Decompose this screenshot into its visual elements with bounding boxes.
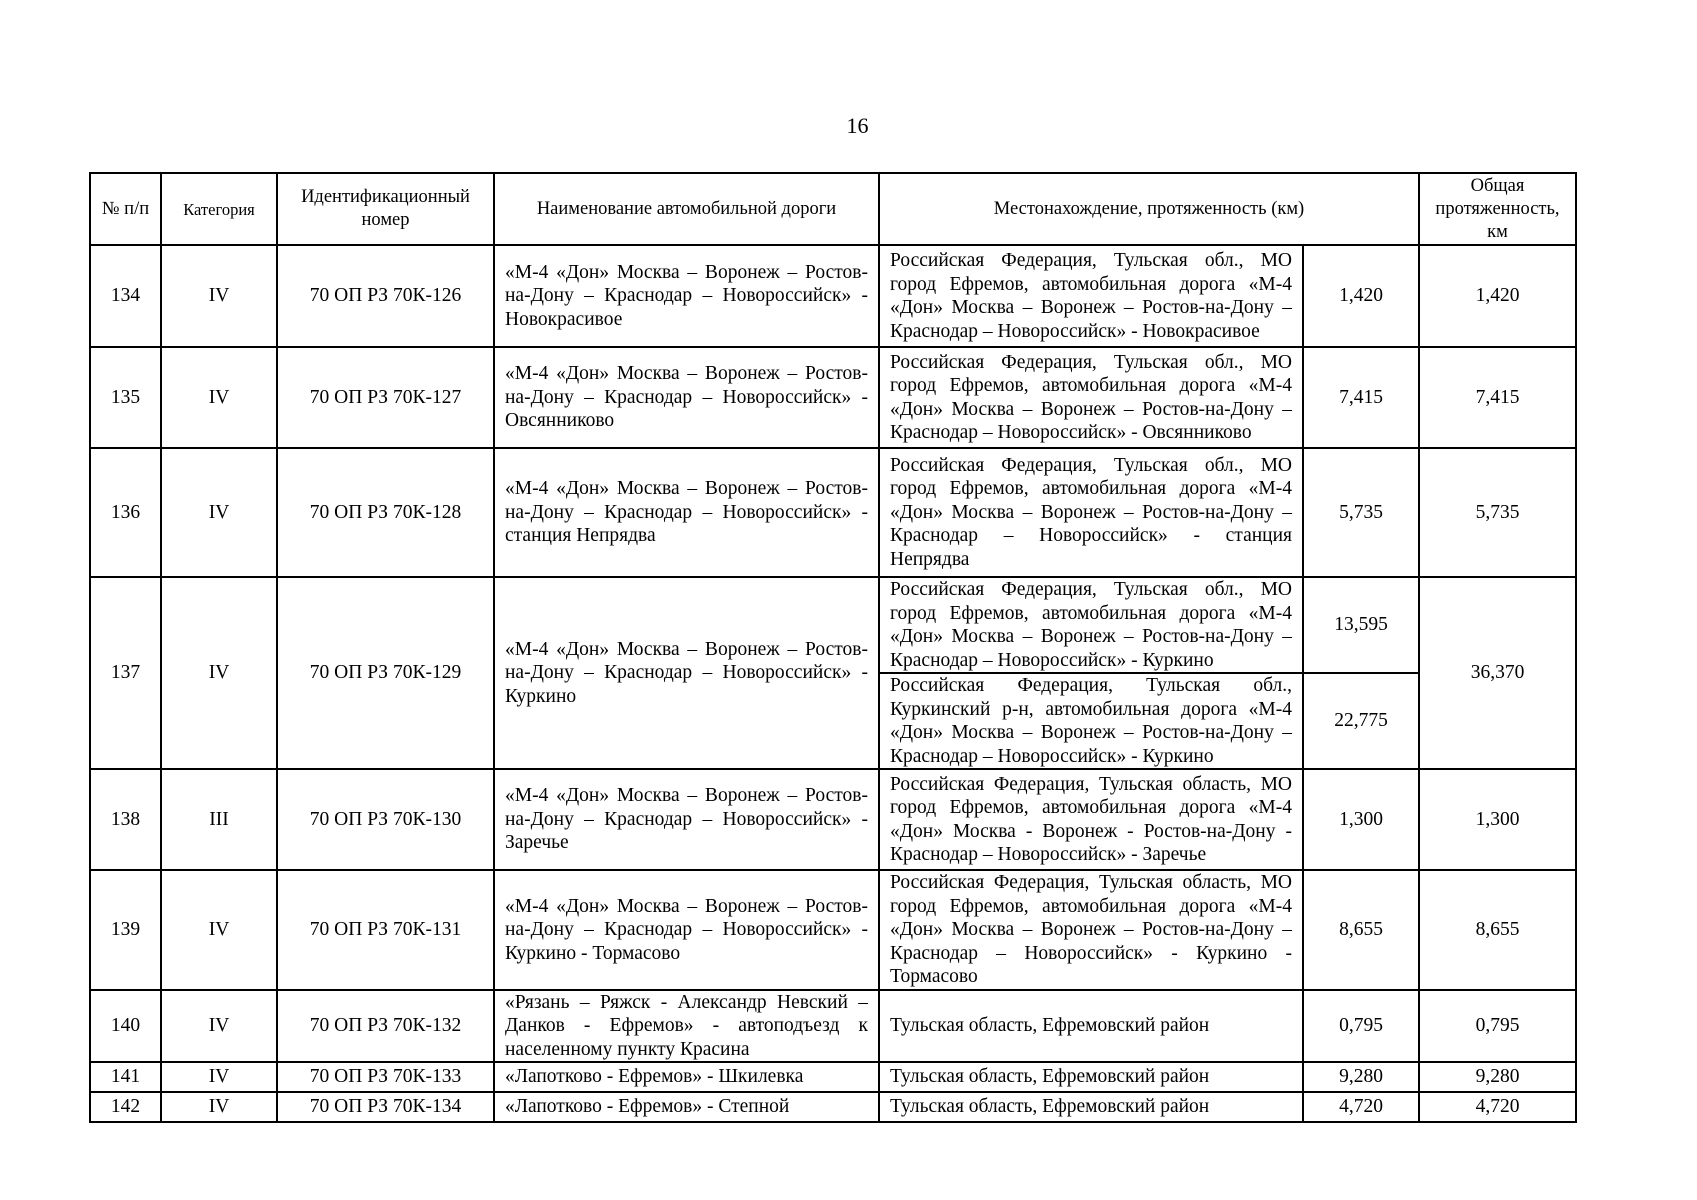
row-location: Российская Федерация, Тульская обл., МО город Ефремов, автомобильная дорога «М-4 «Дон» Москва – Воронеж – Ростов-на-Дону – Краснодар – Новороссийск» - Куркино: [879, 577, 1303, 673]
table-row: [90, 347, 1576, 448]
row-total: 36,370: [1419, 577, 1576, 769]
row-total: 7,415: [1419, 347, 1576, 448]
row-category: IV: [161, 1062, 277, 1092]
row-location: Тульская область, Ефремовский район: [879, 1062, 1303, 1092]
row-length: 0,795: [1303, 990, 1419, 1063]
table-row: [90, 448, 1576, 577]
row-number: 135: [90, 347, 161, 448]
row-total: 8,655: [1419, 870, 1576, 990]
row-location: Российская Федерация, Тульская обл., МО город Ефремов, автомобильная дорога «М-4 «Дон» Москва – Воронеж – Ростов-на-Дону – Краснодар – Новороссийск» - Овсянниково: [879, 347, 1303, 448]
row-number: 141: [90, 1062, 161, 1092]
row-length: 1,420: [1303, 245, 1419, 347]
row-location: Российская Федерация, Тульская обл., МО город Ефремов, автомобильная дорога «М-4 «Дон» Москва – Воронеж – Ростов-на-Дону – Краснодар – Новороссийск» - станция Непрядва: [879, 448, 1303, 577]
row-length: 13,595: [1303, 577, 1419, 673]
row-total: 5,735: [1419, 448, 1576, 577]
row-number: 134: [90, 245, 161, 347]
header-name: Наименование автомобильной дороги: [494, 173, 879, 245]
table-row: [90, 577, 1576, 673]
row-location: Тульская область, Ефремовский район: [879, 1092, 1303, 1122]
row-road-name: «Лапотково - Ефремов» - Шкилевка: [494, 1062, 879, 1092]
row-id: 70 ОП РЗ 70К-133: [277, 1062, 494, 1092]
row-road-name: «М-4 «Дон» Москва – Воронеж – Ростов-на-Дону – Краснодар – Новороссийск» - Заречье: [494, 769, 879, 870]
row-category: IV: [161, 990, 277, 1063]
row-location: Российская Федерация, Тульская обл., МО город Ефремов, автомобильная дорога «М-4 «Дон» Москва – Воронеж – Ростов-на-Дону – Краснодар – Новороссийск» - Новокрасивое: [879, 245, 1303, 347]
header-location: Местонахождение, протяженность (км): [879, 173, 1419, 245]
row-road-name: «Рязань – Ряжск - Александр Невский – Данков - Ефремов» - автоподъезд к населенному пункту Красина: [494, 990, 879, 1063]
row-total: 0,795: [1419, 990, 1576, 1063]
row-location: Тульская область, Ефремовский район: [879, 990, 1303, 1063]
row-number: 139: [90, 870, 161, 990]
row-id: 70 ОП РЗ 70К-127: [277, 347, 494, 448]
row-category: IV: [161, 1092, 277, 1122]
row-id: 70 ОП РЗ 70К-126: [277, 245, 494, 347]
row-category: IV: [161, 577, 277, 769]
row-category: IV: [161, 245, 277, 347]
table-row: [90, 769, 1576, 870]
header-row: [90, 173, 1576, 245]
row-category: IV: [161, 448, 277, 577]
table-row: [90, 1092, 1576, 1122]
row-category: IV: [161, 347, 277, 448]
row-road-name: «Лапотково - Ефремов» - Степной: [494, 1092, 879, 1122]
row-number: 137: [90, 577, 161, 769]
header-total: Общая протяженность, км: [1419, 173, 1576, 245]
row-total: 1,420: [1419, 245, 1576, 347]
row-road-name: «М-4 «Дон» Москва – Воронеж – Ростов-на-Дону – Краснодар – Новороссийск» - Куркино: [494, 577, 879, 769]
row-id: 70 ОП РЗ 70К-134: [277, 1092, 494, 1122]
table-row: [90, 870, 1576, 990]
row-length: 9,280: [1303, 1062, 1419, 1092]
row-id: 70 ОП РЗ 70К-128: [277, 448, 494, 577]
row-id: 70 ОП РЗ 70К-130: [277, 769, 494, 870]
row-total: 4,720: [1419, 1092, 1576, 1122]
row-road-name: «М-4 «Дон» Москва – Воронеж – Ростов-на-Дону – Краснодар – Новороссийск» - Овсянниково: [494, 347, 879, 448]
row-length: 7,415: [1303, 347, 1419, 448]
row-number: 142: [90, 1092, 161, 1122]
roads-table: [89, 172, 1577, 1123]
row-total: 1,300: [1419, 769, 1576, 870]
row-location: Российская Федерация, Тульская область, МО город Ефремов, автомобильная дорога «М-4 «Дон» Москва - Воронеж - Ростов-на-Дону - Краснодар – Новороссийск» - Заречье: [879, 769, 1303, 870]
header-num: № п/п: [90, 173, 161, 245]
row-id: 70 ОП РЗ 70К-131: [277, 870, 494, 990]
row-road-name: «М-4 «Дон» Москва – Воронеж – Ростов-на-Дону – Краснодар – Новороссийск» - Куркино - Тормасово: [494, 870, 879, 990]
row-category: III: [161, 769, 277, 870]
row-location: Российская Федерация, Тульская обл., Куркинский р-н, автомобильная дорога «М-4 «Дон» Москва – Воронеж – Ростов-на-Дону – Краснодар – Новороссийск» - Куркино: [879, 673, 1303, 769]
row-id: 70 ОП РЗ 70К-129: [277, 577, 494, 769]
header-id: Идентификационный номер: [277, 173, 494, 245]
row-number: 140: [90, 990, 161, 1063]
row-length: 4,720: [1303, 1092, 1419, 1122]
row-number: 136: [90, 448, 161, 577]
row-length: 8,655: [1303, 870, 1419, 990]
row-road-name: «М-4 «Дон» Москва – Воронеж – Ростов-на-Дону – Краснодар – Новороссийск» - Новокрасивое: [494, 245, 879, 347]
row-road-name: «М-4 «Дон» Москва – Воронеж – Ростов-на-Дону – Краснодар – Новороссийск» - станция Непрядва: [494, 448, 879, 577]
table-row: [90, 245, 1576, 347]
row-length: 5,735: [1303, 448, 1419, 577]
row-number: 138: [90, 769, 161, 870]
row-category: IV: [161, 870, 277, 990]
row-length: 22,775: [1303, 673, 1419, 769]
table-row: [90, 990, 1576, 1063]
row-id: 70 ОП РЗ 70К-132: [277, 990, 494, 1063]
table-row: [90, 1062, 1576, 1092]
row-location: Российская Федерация, Тульская область, МО город Ефремов, автомобильная дорога «М-4 «Дон» Москва – Воронеж – Ростов-на-Дону – Краснодар – Новороссийск» - Куркино - Тормасово: [879, 870, 1303, 990]
row-total: 9,280: [1419, 1062, 1576, 1092]
page-number: 16: [846, 113, 869, 138]
header-category: Категория: [161, 173, 277, 245]
row-length: 1,300: [1303, 769, 1419, 870]
